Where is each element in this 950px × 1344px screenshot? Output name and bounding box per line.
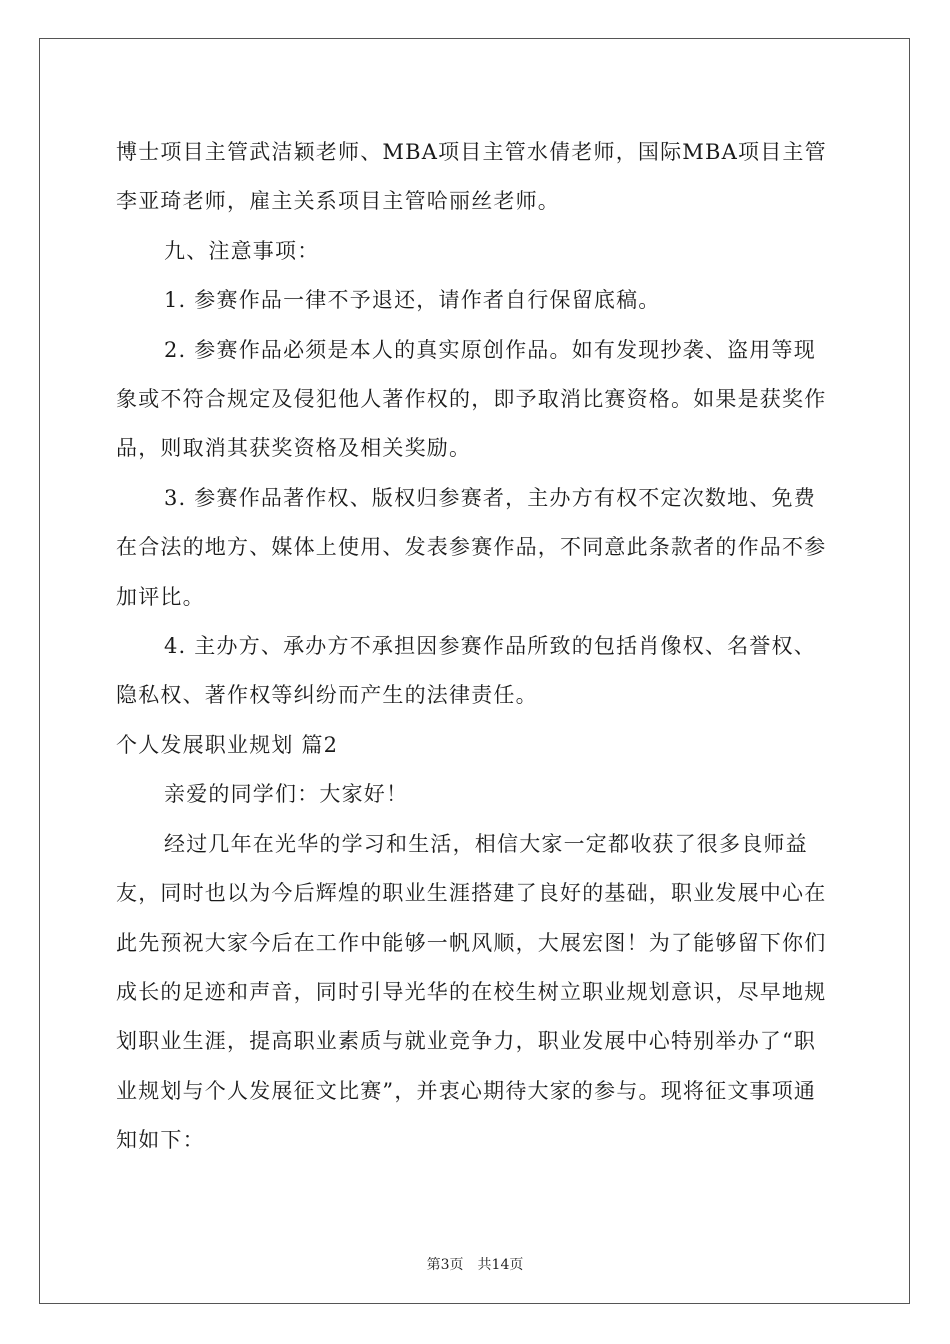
greeting: 亲爱的同学们：大家好！	[164, 782, 409, 807]
body-paragraph: 经过几年在光华的学习和生活，相信大家一定都收获了很多良师益友，同时也以为今后辉煌的职业生涯搭建了良好的基础，职业发展中心在此先预祝大家今后在工作中能够一帆风顺，大展宏图！为了能够留下你们成长的足迹和声音，同时引导光华的在校生树立职业规划意识，尽早地规划职业生涯，提高职业素质与就业竞争力，职业发展中心特别举办了“职业规划与个人发展征文比赛”，并衷心期待大家的参与。现将征文事项通知如下：	[116, 831, 827, 1153]
paragraph-continuation: 博士项目主管武洁颖老师、MBA项目主管水倩老师，国际MBA项目主管李亚琦老师，雇主关系项目主管哈丽丝老师。	[116, 140, 827, 214]
page-number-footer: 第3页 共14页	[426, 1257, 524, 1273]
list-item-3: 3. 参赛作品著作权、版权归参赛者，主办方有权不定次数地、免费在合法的地方、媒体上使用、发表参赛作品，不同意此条款者的作品不参加评比。	[116, 485, 827, 609]
article-title: 个人发展职业规划 篇2	[116, 732, 339, 757]
list-item-1: 1. 参赛作品一律不予退还，请作者自行保留底稿。	[164, 288, 661, 313]
list-item-4: 4. 主办方、承办方不承担因参赛作品所致的包括肖像权、名誉权、隐私权、著作权等纠纷而产生的法律责任。	[116, 634, 816, 708]
section-heading-notes: 九、注意事项：	[164, 238, 320, 263]
list-item-2: 2. 参赛作品必须是本人的真实原创作品。如有发现抄袭、盗用等现象或不符合规定及侵犯他人著作权的，即予取消比赛资格。如果是获奖作品，则取消其获奖资格及相关奖励。	[116, 337, 827, 461]
document-body	[116, 128, 836, 1166]
